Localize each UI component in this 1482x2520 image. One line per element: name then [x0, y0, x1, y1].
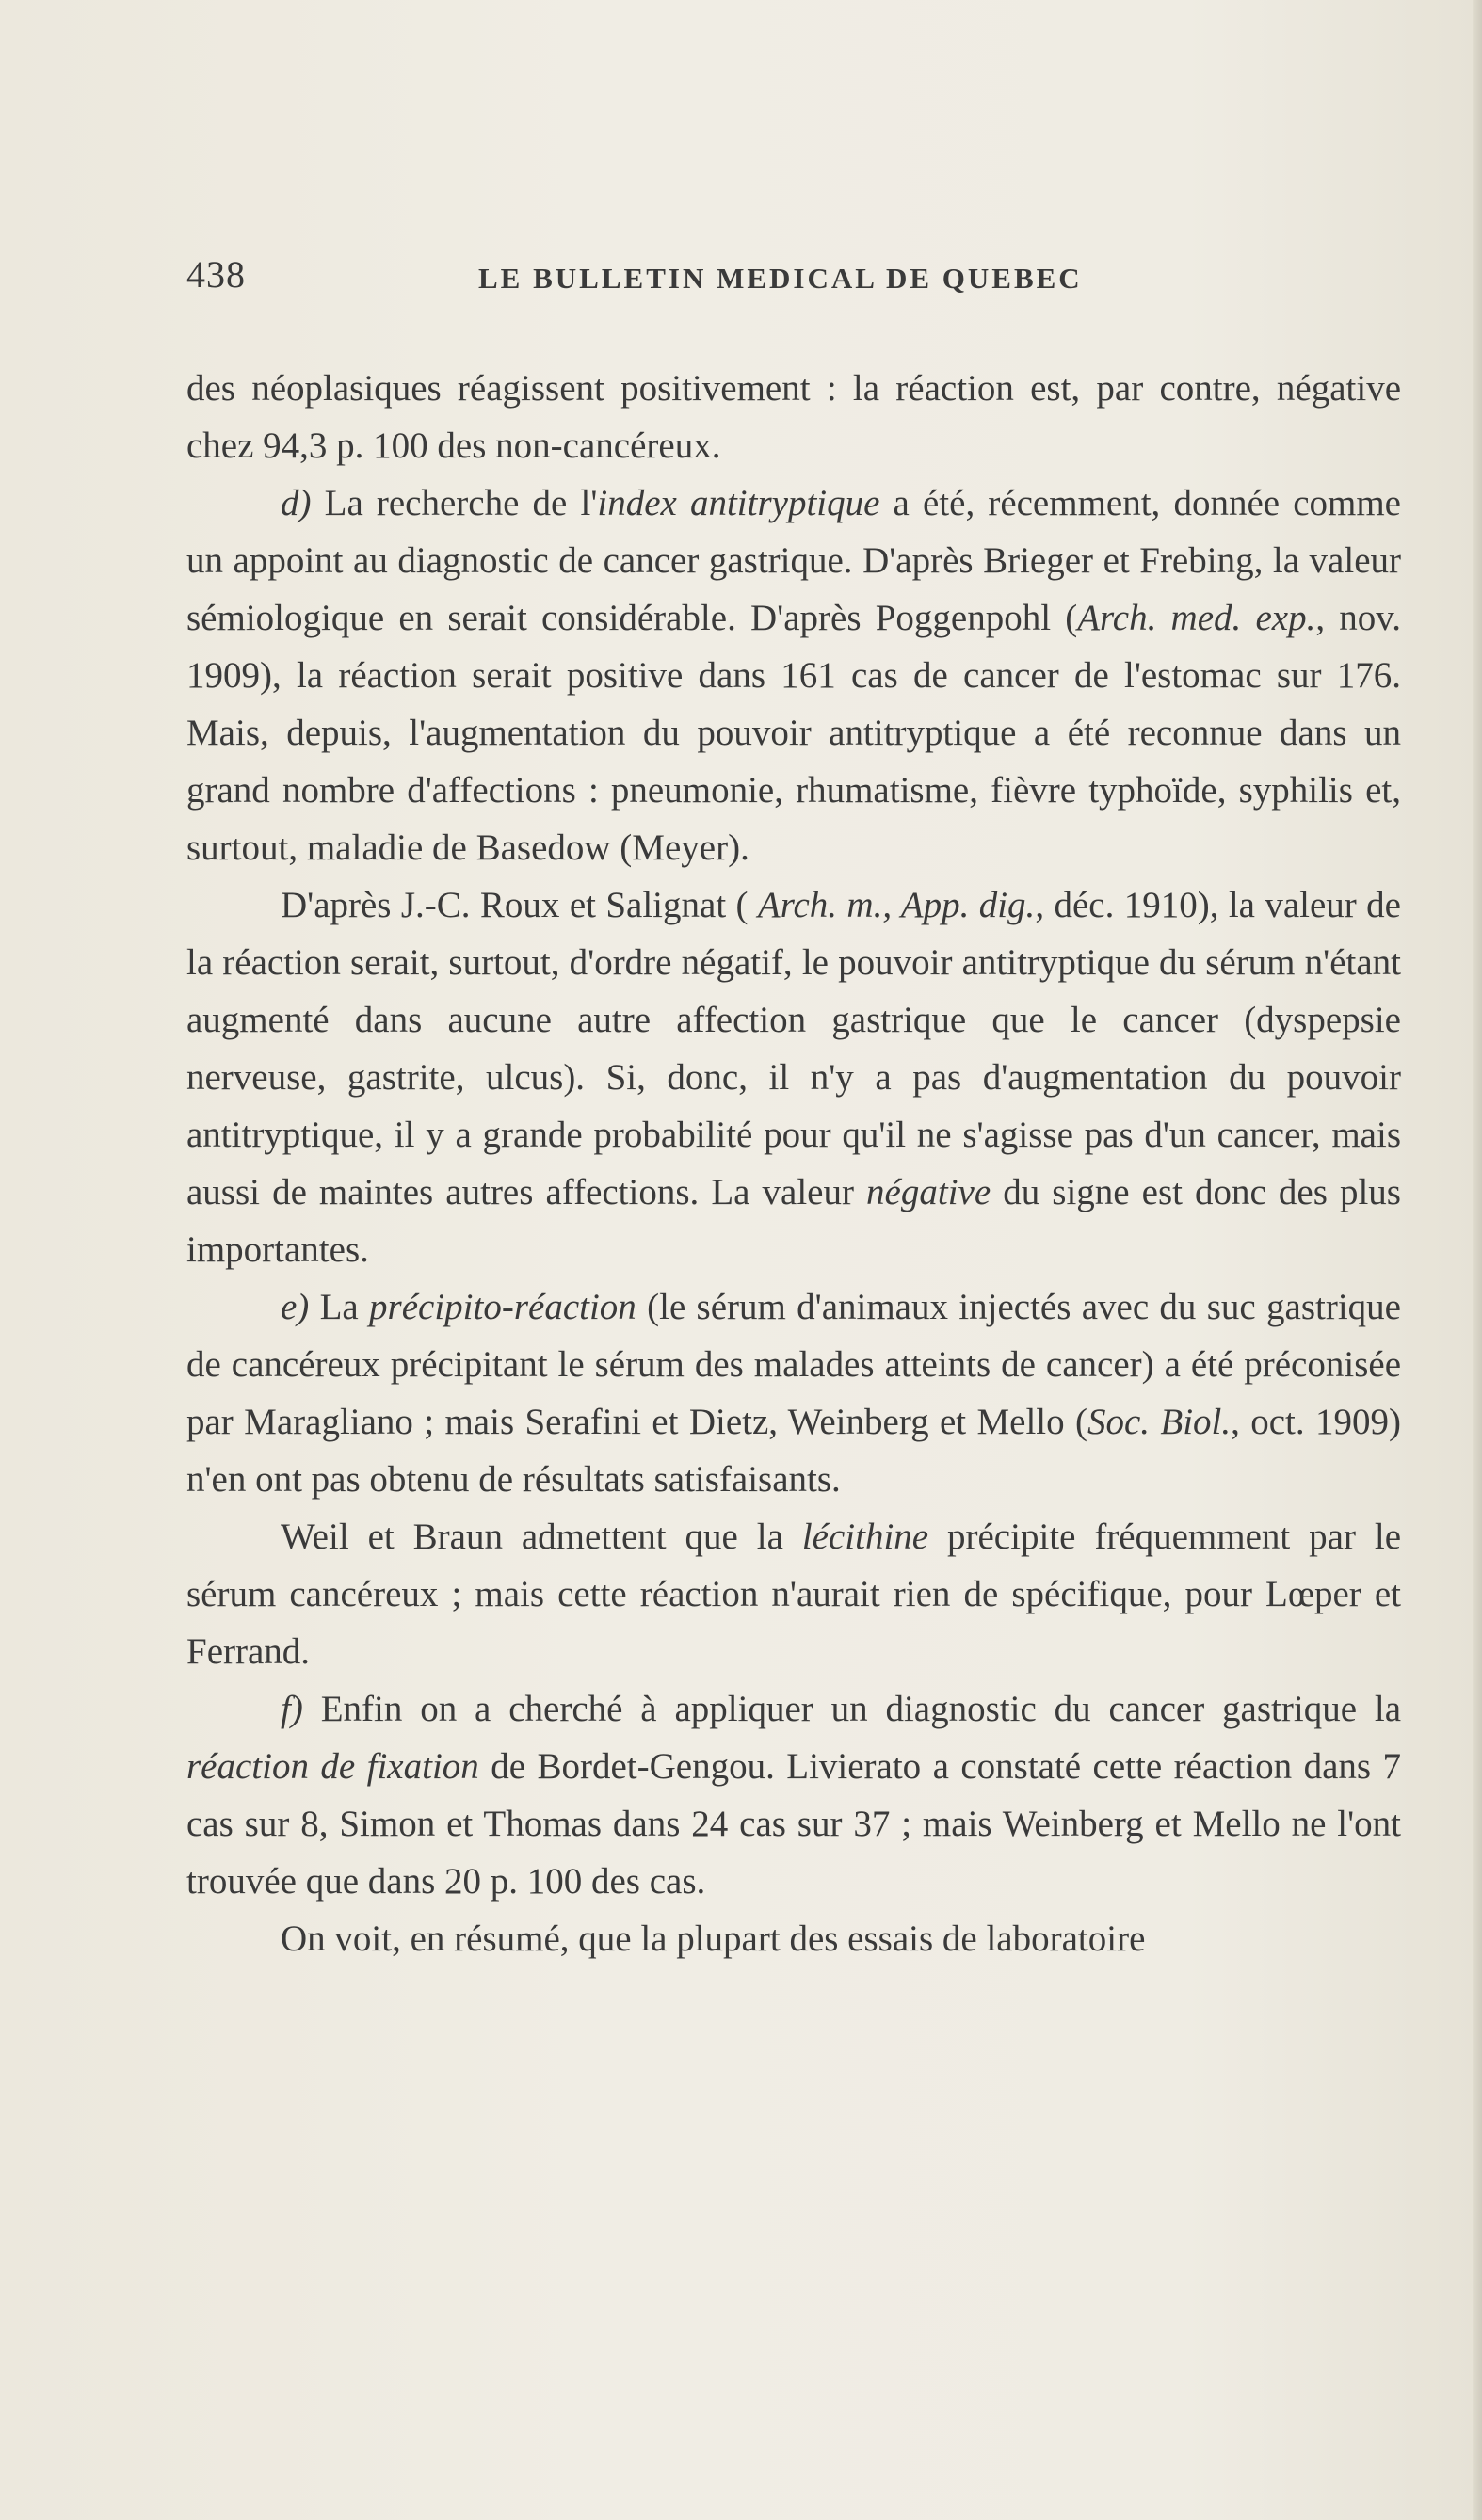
paragraph-7 [186, 1910, 1401, 1967]
paragraph-6 [186, 1680, 1401, 1910]
text-run: On voit, en résumé, que la plupart des essais de laboratoire [281, 1918, 1146, 1959]
text-run: précipite fréquemment par le sérum cancéreux ; mais cette réaction n'aurait rien de spécifique, pour Lœper et Ferrand. [186, 1517, 1402, 1672]
paragraph-1 [186, 360, 1401, 474]
running-head [186, 252, 1401, 309]
text-run: , déc. 1910), la valeur de la réaction serait, surtout, d'ordre négatif, le pouvoir antitryptique du sérum n'étant augmenté dans aucune autre affection gastrique que le cancer (dyspepsie nerveuse, gastrite, ulcus). Si, donc, il n'y a pas d'augmentation du pouvoir antitryptique, il y a grande probabilité pour qu'il ne s'agisse pas d'un cancer, mais aussi de maintes autres affections. La valeur [186, 885, 1401, 1212]
journal-title: LE BULLETIN MEDICAL DE QUEBEC [478, 262, 1083, 295]
text-run: , nov. 1909), la réaction serait positive dans 161 cas de cancer de l'estomac sur 176. Mais, depuis, l'augmentation du pouvoir antitryptique a été reconnue dans un grand nombre d'affections : pneumonie, rhumatisme, fièvre typhoïde, syphilis et, surtout, maladie de Basedow (Meyer). [186, 598, 1401, 868]
text-run: La recherche de l' [324, 483, 598, 523]
italic-run: f) [281, 1689, 321, 1729]
text-run: a été, récemment, donnée comme un appoint au diagnostic de cancer gastrique. D'après Brieger et Frebing, la valeur sémiologique en serait considérable. D'après Poggenpohl ( [186, 483, 1401, 638]
text-run: (le sérum d'animaux injectés avec du suc gastrique de cancéreux précipitant le sérum des malades atteints de cancer) a été préconisée par Maragliano ; mais Serafini et Dietz, Weinberg et Mello ( [186, 1287, 1401, 1442]
paragraph-3 [186, 876, 1401, 1278]
text-run: des néoplasiques réagissent positivement : la réaction est, par contre, négative chez 94,3 p. 100 des non-cancéreux. [186, 368, 1401, 466]
italic-run: Arch. m., App. dig. [757, 885, 1036, 925]
italic-run: index antitryptique [597, 483, 880, 523]
text-run: Enfin on a cherché à appliquer un diagnostic du cancer gastrique la [320, 1689, 1402, 1729]
text-run: La [319, 1287, 370, 1327]
paragraph-5 [186, 1508, 1401, 1680]
text-run: du signe est donc des plus importantes. [186, 1172, 1401, 1270]
paragraph-2 [186, 474, 1401, 876]
italic-run: Soc. Biol. [1087, 1402, 1232, 1442]
text-run: Weil et Braun admettent que la [281, 1517, 802, 1557]
body-text [186, 360, 1401, 1967]
page-edge [1473, 0, 1482, 2520]
page-number: 438 [186, 253, 246, 296]
italic-run: réaction de fixation [186, 1746, 479, 1787]
text-run: , oct. 1909) n'en ont pas obtenu de résultats satisfaisants. [186, 1402, 1401, 1500]
paragraph-4 [186, 1278, 1401, 1508]
text-run: D'après J.-C. Roux et Salignat ( [281, 885, 758, 925]
italic-run: négative [866, 1172, 991, 1212]
italic-run: lécithine [801, 1517, 929, 1557]
text-run: de Bordet-Gengou. Livierato a constaté cette réaction dans 7 cas sur 8, Simon et Thomas dans 24 cas sur 37 ; mais Weinberg et Mello ne l'ont trouvée que dans 20 p. 100 des cas. [186, 1746, 1402, 1902]
italic-run: Arch. med. exp. [1077, 598, 1316, 638]
italic-run: précipito-réaction [369, 1287, 636, 1327]
italic-run: e) [281, 1287, 320, 1327]
italic-run: d) [281, 483, 325, 523]
